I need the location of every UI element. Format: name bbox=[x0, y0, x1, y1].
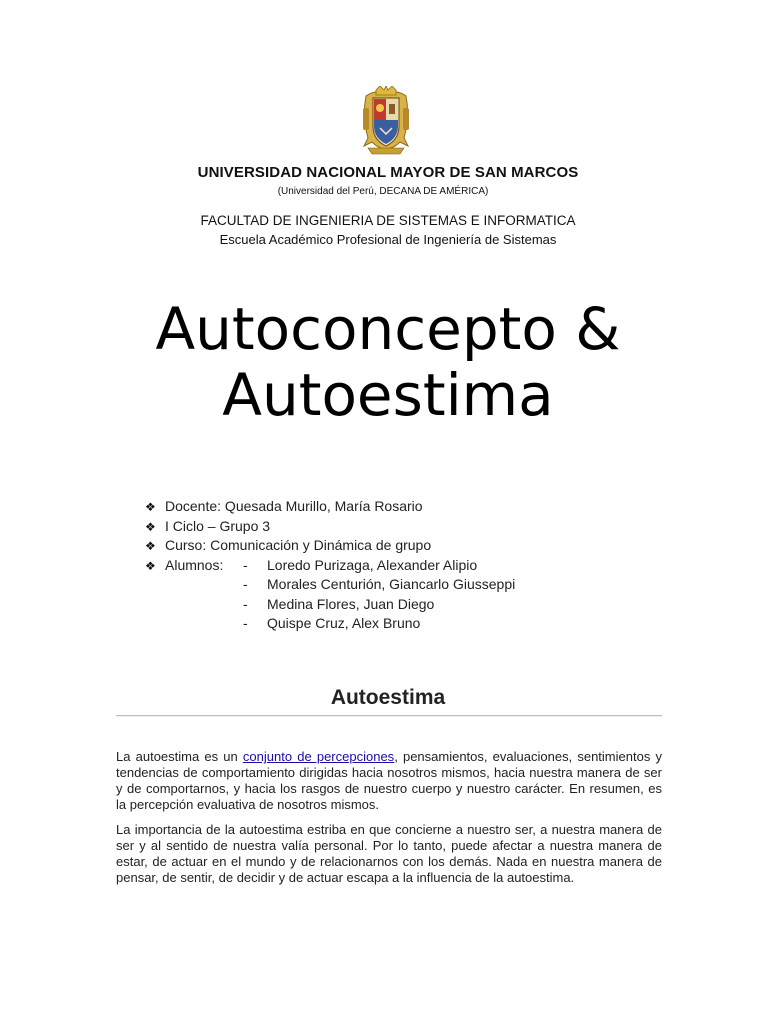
list-item-curso bbox=[145, 536, 515, 556]
paragraph-1-text-end: , pensamientos, evaluaciones, sentimientos y tendencias de comportamiento dirigidas hacia nosotros mismos, hacia nuestra manera de ser y de comportarnos, y hacia los rasgos de nuestro cuerpo y nuestro carácter. En resumen, es la percepción evaluativa de nosotros mismos. bbox=[116, 749, 662, 812]
university-subtitle: (Universidad del Perú, DECANA DE AMÉRICA) bbox=[277, 186, 489, 197]
info-list bbox=[145, 497, 515, 634]
student-name: Quispe Cruz, Alex Bruno bbox=[267, 615, 421, 631]
student-name: Morales Centurión, Giancarlo Giusseppi bbox=[267, 576, 516, 592]
paragraph-1 bbox=[116, 749, 662, 813]
dash: - bbox=[243, 556, 248, 573]
student-name: Medina Flores, Juan Diego bbox=[267, 595, 435, 612]
dash: - bbox=[243, 576, 248, 592]
university-crest-icon bbox=[358, 86, 414, 158]
docente-text: Docente: Quesada Murillo, María Rosario bbox=[165, 498, 423, 514]
paragraph-2: La importancia de la autoestima estriba en que concierne a nuestro ser, a nuestra manera de ser y al sentido de nuestra valía personal. Por lo tanto, puede afectar a nuestra manera de estar, de actuar en el mundo y de relacionarnos con los demás. Nada en nuestra manera de pensar, de sentir, de decidir y de actuar escapa a la influencia de la autoestima. bbox=[116, 822, 662, 885]
student-name: Loredo Purizaga, Alexander Alipio bbox=[267, 556, 478, 573]
school-name: Escuela Académico Profesional de Ingeniería de Sistemas bbox=[219, 232, 557, 247]
ciclo-text: I Ciclo – Grupo 3 bbox=[165, 517, 271, 534]
title-line-1: Autoconcepto & bbox=[155, 295, 621, 363]
diamond-bullet-icon: ❖ bbox=[145, 519, 156, 534]
university-name: UNIVERSIDAD NACIONAL MAYOR DE SAN MARCOS bbox=[197, 164, 579, 181]
dash: - bbox=[243, 595, 248, 612]
diamond-bullet-icon: ❖ bbox=[145, 500, 156, 514]
title-line-2: Autoestima bbox=[222, 361, 554, 429]
dash: - bbox=[243, 615, 248, 631]
section-heading: Autoestima bbox=[330, 686, 446, 709]
curso-text: Curso: Comunicación y Dinámica de grupo bbox=[165, 537, 432, 553]
student-row bbox=[145, 575, 515, 595]
section-divider bbox=[116, 715, 662, 717]
paragraph-1-text-start: La autoestima es un bbox=[116, 749, 243, 764]
document-title bbox=[0, 296, 768, 428]
diamond-bullet-icon: ❖ bbox=[145, 539, 156, 553]
student-row bbox=[145, 614, 515, 634]
list-item-docente bbox=[145, 497, 515, 517]
conjunto-de-percepciones-link[interactable]: conjunto de percepciones bbox=[242, 749, 395, 764]
alumnos-label: Alumnos: bbox=[165, 556, 224, 573]
faculty-name: FACULTAD DE INGENIERIA DE SISTEMAS E INFORMATICA bbox=[200, 213, 576, 228]
student-row bbox=[145, 595, 515, 615]
list-item-alumnos bbox=[145, 556, 515, 576]
diamond-bullet-icon: ❖ bbox=[145, 558, 156, 573]
list-item-ciclo bbox=[145, 517, 515, 537]
